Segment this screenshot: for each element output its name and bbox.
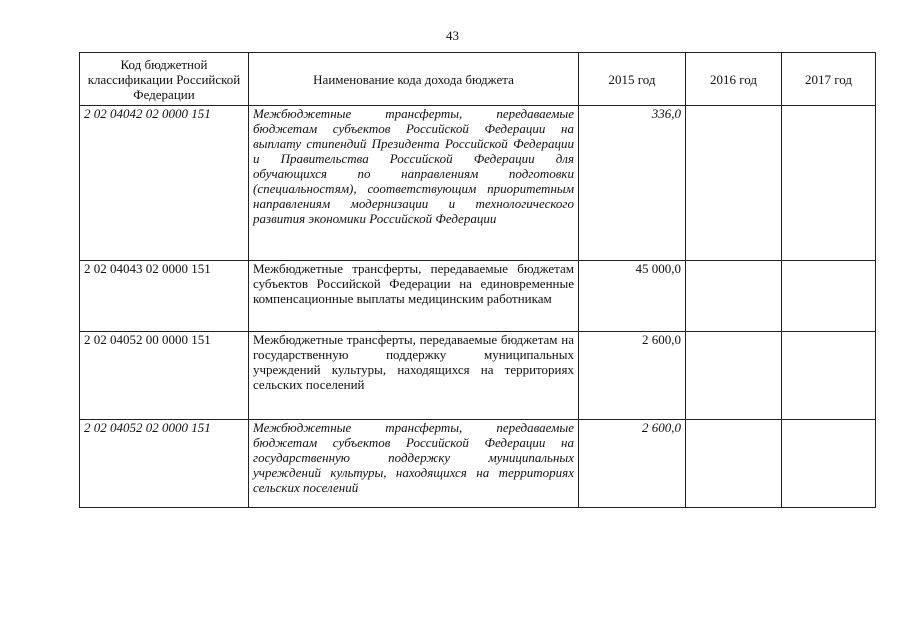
- budget-revenue-table: [79, 52, 876, 508]
- table-header-row: [80, 53, 876, 106]
- row-amount-2017: [782, 420, 876, 508]
- page-number: 43: [446, 28, 459, 43]
- row-amount-2016: [686, 261, 782, 332]
- header-2015: 2015 год: [579, 53, 686, 106]
- row-amount-2015: 2 600,0: [579, 332, 686, 420]
- header-code: Код бюджетной классификации Российской Федерации: [80, 53, 249, 106]
- table-row: [80, 332, 876, 420]
- row-amount-2017: [782, 332, 876, 420]
- header-2017: 2017 год: [782, 53, 876, 106]
- row-amount-2016: [686, 420, 782, 508]
- row-code: 2 02 04043 02 0000 151: [80, 261, 249, 332]
- table-row: [80, 106, 876, 261]
- row-description: Межбюджетные трансферты, передаваемые бюджетам субъектов Российской Федерации на выплату стипендий Президента Российской Федерации и Правительства Российской Федерации для обучающихся по направлениям подготовки (специальностям), соответствующим приоритетным направлениям модернизации и технологического развития экономики Российской Федерации: [249, 106, 579, 261]
- row-amount-2016: [686, 332, 782, 420]
- row-description: Межбюджетные трансферты, передаваемые бюджетам на государственную поддержку муниципальных учреждений культуры, находящихся на территориях сельских поселений: [249, 332, 579, 420]
- header-name: Наименование кода дохода бюджета: [249, 53, 579, 106]
- row-code: 2 02 04052 00 0000 151: [80, 332, 249, 420]
- row-amount-2015: 45 000,0: [579, 261, 686, 332]
- row-description: Межбюджетные трансферты, передаваемые бюджетам субъектов Российской Федерации на государственную поддержку муниципальных учреждений культуры, находящихся на территориях сельских поселений: [249, 420, 579, 508]
- row-amount-2016: [686, 106, 782, 261]
- table-row: [80, 261, 876, 332]
- header-2016: 2016 год: [686, 53, 782, 106]
- row-amount-2015: 336,0: [579, 106, 686, 261]
- row-code: 2 02 04052 02 0000 151: [80, 420, 249, 508]
- table-row: [80, 420, 876, 508]
- row-description: Межбюджетные трансферты, передаваемые бюджетам субъектов Российской Федерации на единовременные компенсационные выплаты медицинским работникам: [249, 261, 579, 332]
- row-code: 2 02 04042 02 0000 151: [80, 106, 249, 261]
- row-amount-2017: [782, 261, 876, 332]
- row-amount-2015: 2 600,0: [579, 420, 686, 508]
- row-amount-2017: [782, 106, 876, 261]
